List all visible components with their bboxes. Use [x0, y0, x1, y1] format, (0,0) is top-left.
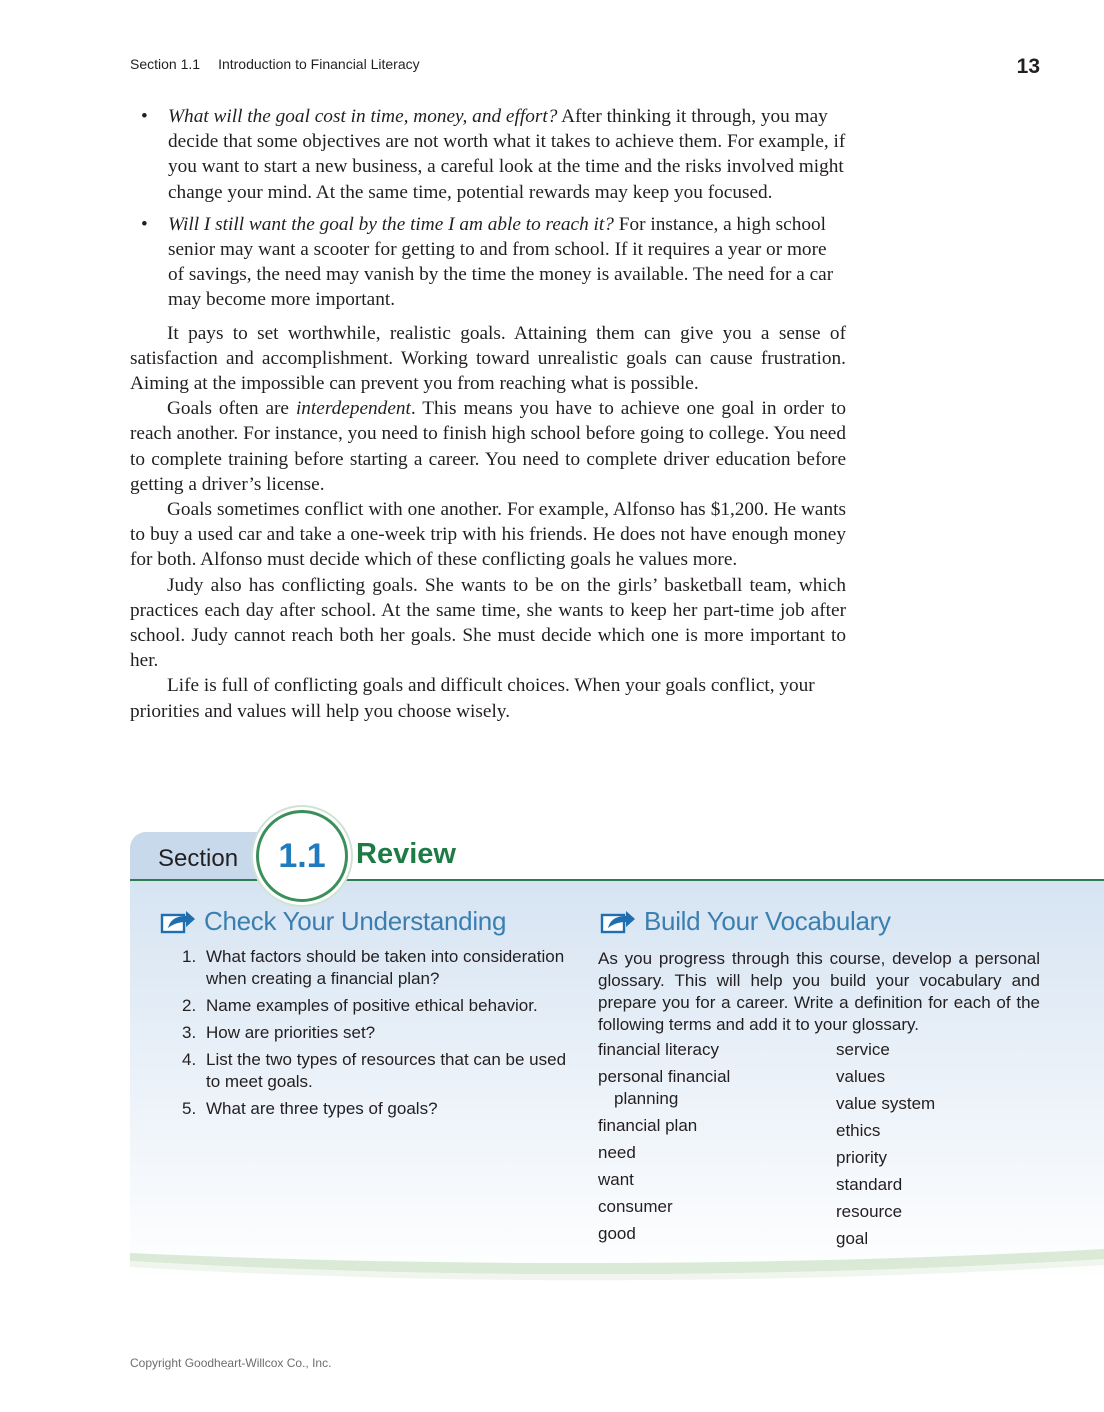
running-head-title: Introduction to Financial Literacy — [218, 56, 420, 72]
question-text: How are priorities set? — [206, 1023, 376, 1042]
paragraph-text: . This means you have to achieve one goal in order to reach another. For instance, you need to finish high school before going to college. You need to complete training before starting a career. You need to complete driver education before getting a driver’s license. — [130, 398, 846, 495]
vocabulary-term: standard — [836, 1175, 903, 1194]
section-number: 1.1 — [278, 837, 326, 875]
bullet-text: For instance, a high school senior may want a scooter for getting to and from school. If it requires a year or more of savings, the need may vanish by the time the money is available. The need for a car may become more important. — [168, 213, 834, 311]
bullet-icon: • — [141, 106, 148, 127]
check-understanding-title: Check Your Understanding — [204, 906, 507, 936]
review-section-label: Section — [158, 845, 239, 872]
vocabulary-term: goal — [836, 1229, 869, 1248]
vocabulary-list-right — [836, 1039, 1036, 1255]
paragraph: Judy also has conflicting goals. She wants to be on the girls’ basketball team, which practices each day after school. At the same time, she wants to keep her part-time job after school. Judy cannot reach both her goals. She must decide which one is more important to her. — [130, 574, 846, 672]
key-term: interdependent — [295, 398, 411, 420]
question-text: What are three types of goals? — [206, 1099, 438, 1118]
check-understanding-heading — [160, 906, 506, 941]
question-item — [182, 1098, 582, 1120]
bullet-item — [130, 212, 846, 313]
pencil-arrow-icon — [600, 908, 636, 941]
question-text: What factors should be taken into consideration when creating a financial plan? — [206, 947, 565, 988]
vocabulary-term-line: personal financial — [598, 1067, 731, 1086]
body-text — [130, 104, 846, 724]
question-number: 5. — [182, 1099, 197, 1118]
section-number-badge — [256, 810, 348, 902]
question-number: 4. — [182, 1050, 197, 1069]
paragraph: Life is full of conflicting goals and difficult choices. When your goals conflict, your priorities and values will help you choose wisely. — [130, 675, 815, 722]
question-text: Name examples of positive ethical behavior. — [206, 996, 538, 1015]
vocabulary-term-continuation: planning — [614, 1089, 679, 1108]
vocabulary-term: want — [598, 1170, 634, 1189]
vocabulary-term: value system — [836, 1094, 936, 1113]
vocabulary-term: priority — [836, 1148, 888, 1167]
pencil-arrow-icon — [160, 908, 196, 941]
bullet-question: What will the goal cost in time, money, and effort? — [168, 106, 558, 127]
bullet-icon: • — [141, 213, 148, 235]
vocabulary-term: good — [598, 1224, 636, 1243]
bullet-list — [130, 104, 846, 313]
bullet-item — [130, 104, 846, 205]
vocabulary-list-left — [598, 1039, 818, 1250]
build-vocabulary-heading — [600, 906, 891, 941]
vocabulary-term — [598, 1066, 818, 1110]
paragraph: It pays to set worthwhile, realistic goals. Attaining them can give you a sense of satisfaction and accomplishment. Working toward unrealistic goals can cause frustration. Aiming at the impossible can prevent you from reaching what is possible. — [130, 322, 846, 395]
vocabulary-term: need — [598, 1143, 636, 1162]
running-head-section: Section 1.1 — [130, 56, 201, 72]
bullet-question: Will I still want the goal by the time I am able to reach it? — [168, 213, 614, 235]
vocabulary-term: consumer — [598, 1197, 673, 1216]
paragraph: Goals sometimes conflict with one another. For example, Alfonso has $1,200. He wants to buy a used car and take a one-week trip with his friends. He does not have enough money for both. Alfonso must decide which of these conflicting goals he values more. — [130, 499, 846, 571]
question-text: List the two types of resources that can be used to meet goals. — [206, 1050, 567, 1091]
copyright: Copyright Goodheart-Willcox Co., Inc. — [130, 1356, 332, 1370]
vocabulary-intro: As you progress through this course, develop a personal glossary. This will help you build your vocabulary and prepare you for a career. Write a definition for each of the following terms and add it to your glossary. — [598, 949, 1040, 1034]
section-review — [130, 810, 1104, 1280]
review-questions — [182, 946, 582, 1125]
bullet-text: After thinking it through, you may decide that some objectives are not worth what it takes to achieve them. For example, if you want to start a new business, a careful look at the time and the risks involved might change your mind. At the same time, potential rewards may keep you focused. — [168, 106, 846, 203]
question-number: 2. — [182, 996, 197, 1015]
vocabulary-term: financial plan — [598, 1116, 698, 1135]
vocabulary-term: service — [836, 1040, 890, 1059]
vocabulary-term: values — [836, 1067, 886, 1086]
question-number: 1. — [182, 947, 197, 966]
paragraph — [130, 396, 846, 497]
vocabulary-term: ethics — [836, 1121, 881, 1140]
review-title: Review — [356, 838, 456, 870]
decorative-swoosh — [130, 1245, 1104, 1285]
vocabulary-term: resource — [836, 1202, 903, 1221]
question-item — [182, 1049, 582, 1093]
paragraph-text: Goals often are — [167, 398, 296, 420]
page-number: 13 — [1016, 55, 1040, 78]
question-item — [182, 995, 582, 1017]
running-head — [130, 56, 420, 72]
question-number: 3. — [182, 1023, 197, 1042]
build-vocabulary-title: Build Your Vocabulary — [644, 906, 891, 936]
question-item — [182, 1022, 582, 1044]
vocabulary-term: financial literacy — [598, 1040, 719, 1059]
question-item — [182, 946, 582, 990]
